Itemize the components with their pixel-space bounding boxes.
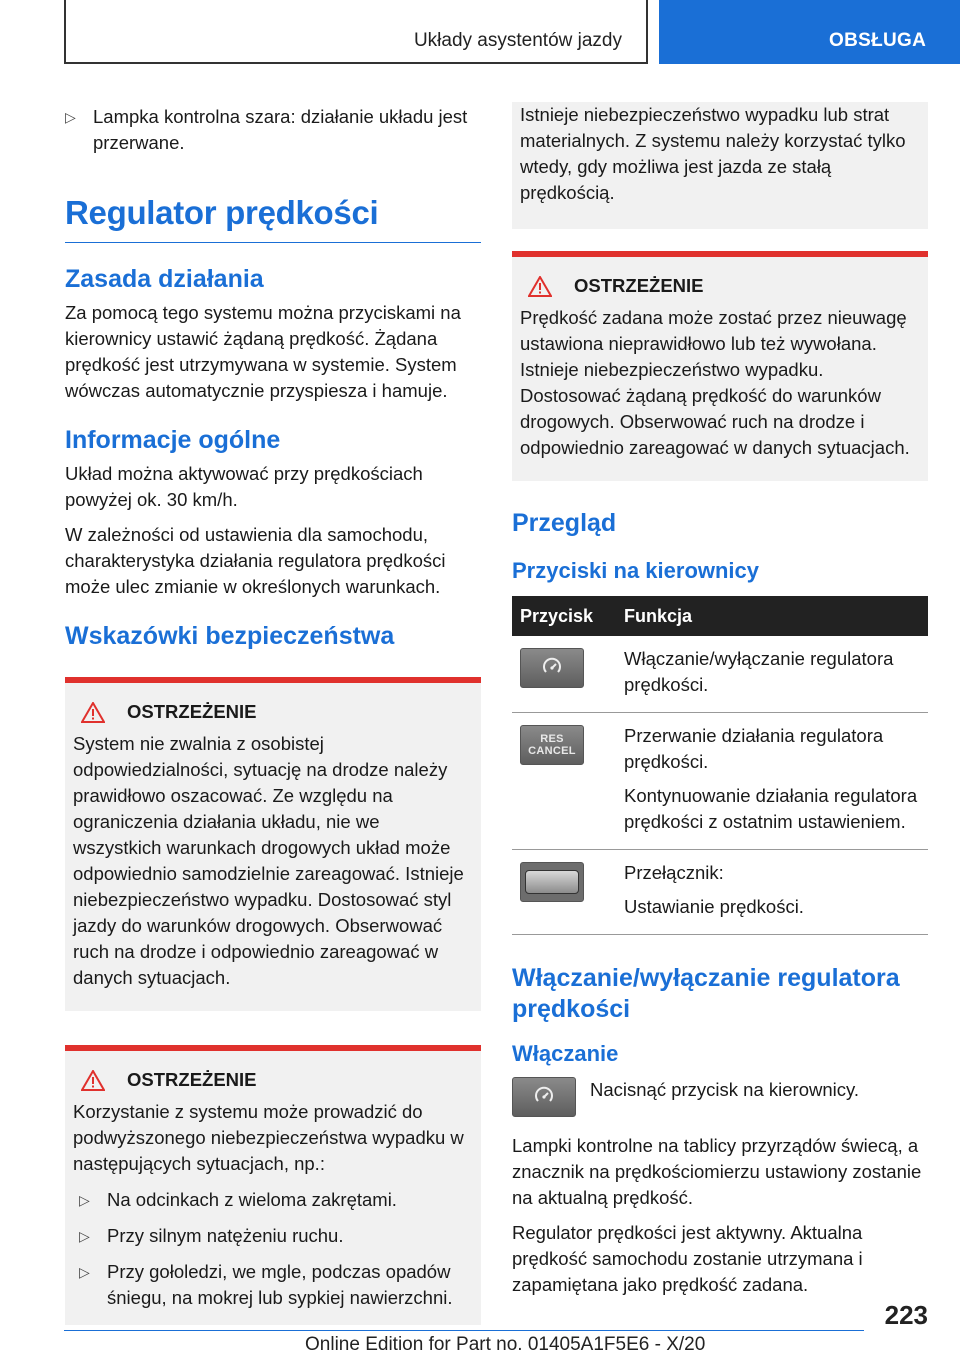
left-column <box>65 104 481 1325</box>
column-header-button: Przycisk <box>512 596 616 636</box>
on-text-1: Lampki kontrolne na tablicy przyrządów świecą, a znacznik na prędkościomierzu ustawiony zostanie na aktualną prędkość. <box>512 1135 922 1208</box>
header-section-title: Układy asystentów jazdy <box>413 30 622 51</box>
cruise-control-icon <box>512 1077 576 1117</box>
heading-switch-on: Włączanie <box>512 1041 619 1066</box>
rocker-switch-icon <box>520 862 584 902</box>
bullet-triangle-icon: ▷ <box>79 1192 90 1208</box>
table-cell: Przełącznik: <box>624 862 724 883</box>
table-cell: Ustawianie prędkości. <box>624 896 804 917</box>
warning-title: OSTRZEŻENIE <box>73 1069 473 1091</box>
on-text-2: Regulator prędkości jest aktywny. Aktualna prędkość samochodu zostanie utrzymana i zapamiętana jako prędkość zadana. <box>512 1222 863 1295</box>
list-item: ▷ Na odcinkach z wieloma zakrętami. <box>73 1187 473 1213</box>
general-text-2: W zależności od ustawienia dla samochodu, charakterystyka działania regulatora prędkości może ulec zmianie w określonych warunkach. <box>65 524 446 597</box>
table-row <box>512 636 928 713</box>
warning-title: OSTRZEŻENIE <box>520 275 920 297</box>
warning-box-1 <box>65 677 481 1011</box>
list-item: ▷ Przy silnym natężeniu ruchu. <box>73 1223 473 1249</box>
general-text-1: Układ można aktywować przy prędkościach powyżej ok. 30 km/h. <box>65 463 423 510</box>
heading-steering-buttons: Przyciski na kierownicy <box>512 558 760 583</box>
header-chapter-tab[interactable]: OBSŁUGA <box>659 0 960 64</box>
table-cell: Kontynuowanie działania regulatora prędkości z ostatnim ustawieniem. <box>624 785 918 832</box>
res-cancel-icon: RES CANCEL <box>520 725 584 765</box>
table-row <box>512 713 928 850</box>
column-header-function: Funkcja <box>616 596 928 636</box>
buttons-table <box>512 596 928 935</box>
warning-text: System nie zwalnia z osobistej odpowiedzialności, sytuację na drodze należy prawidłowo oszacować. Ze względu na ograniczenia działania układu, nie we wszystkich warunkach drogowych układ może odpowiednio samodzielnie zareagować. Istnieje niebezpieczeństwo wypadku. Dostosować styl jazdy do warunków drogowych. Obserwować ruch na drodze i odpowiednio zareagować w danych sytuacjach. <box>73 733 464 988</box>
bullet-triangle-icon: ▷ <box>79 1228 90 1244</box>
page-number: 223 <box>884 1300 928 1330</box>
principle-text: Za pomocą tego systemu można przyciskami na kierownicy ustawić żądaną prędkość. Żądana prędkość jest utrzymywana w systemie. System wówczas automatycznie przyspiesza i hamuje. <box>65 302 461 401</box>
table-cell: Włączanie/wyłączanie regulatora prędkości. <box>624 648 894 695</box>
on-instruction-text: Nacisnąć przycisk na kierownicy. <box>590 1079 860 1100</box>
bullet-triangle-icon: ▷ <box>65 109 76 125</box>
table-row <box>512 850 928 935</box>
heading-overview: Przegląd <box>512 509 617 537</box>
heading-principle: Zasada działania <box>65 265 264 293</box>
footer-divider <box>64 1330 864 1331</box>
warning-text: Prędkość zadana może zostać przez nieuwagę ustawiona nieprawidłowo lub też wywołana. Istnieje niebezpieczeństwo wypadku. Dostosować żądaną prędkość do warunków drogowych. Obserwować ruch na drodze i odpowiednio zareagować w danych sytuacjach. <box>520 307 910 458</box>
warning-triangle-icon <box>81 1070 105 1091</box>
cruise-control-icon <box>520 648 584 688</box>
warning-triangle-icon <box>528 276 552 297</box>
warning-triangle-icon <box>81 702 105 723</box>
footer-edition: Online Edition for Part no. 01405A1F5E6 - X/20 <box>305 1334 706 1355</box>
heading-safety: Wskazówki bezpieczeństwa <box>65 622 395 650</box>
warning-box-2 <box>65 1045 481 1325</box>
warning-box-3 <box>512 251 928 481</box>
list-item: ▷ Przy gołoledzi, we mgle, podczas opadów śniegu, na mokrej lub sypkiej nawierzchni. <box>73 1259 473 1311</box>
warning-title: OSTRZEŻENIE <box>73 701 473 723</box>
intro-bullet: ▷ Lampka kontrolna szara: działanie układu jest przerwane. <box>65 104 481 156</box>
header-section-box <box>64 0 648 64</box>
page-title: Regulator prędkości <box>65 194 481 243</box>
bullet-triangle-icon: ▷ <box>79 1264 90 1280</box>
on-instruction-row <box>512 1077 928 1117</box>
warning-text: Korzystanie z systemu może prowadzić do podwyższonego niebezpieczeństwa wypadku w następujących sytuacjach, np.: <box>73 1101 464 1174</box>
heading-general: Informacje ogólne <box>65 426 281 454</box>
table-header-row <box>512 596 928 636</box>
table-cell: Przerwanie działania regulatora prędkości. <box>624 725 884 772</box>
heading-on-off: Włączanie/wyłączanie regulatora prędkości <box>512 964 900 1023</box>
warning-box-continued: Istnieje niebezpieczeństwo wypadku lub strat materialnych. Z systemu należy korzystać tylko wtedy, gdy możliwa jest jazda ze stałą prędkością. <box>512 102 928 229</box>
right-column <box>512 104 928 1307</box>
